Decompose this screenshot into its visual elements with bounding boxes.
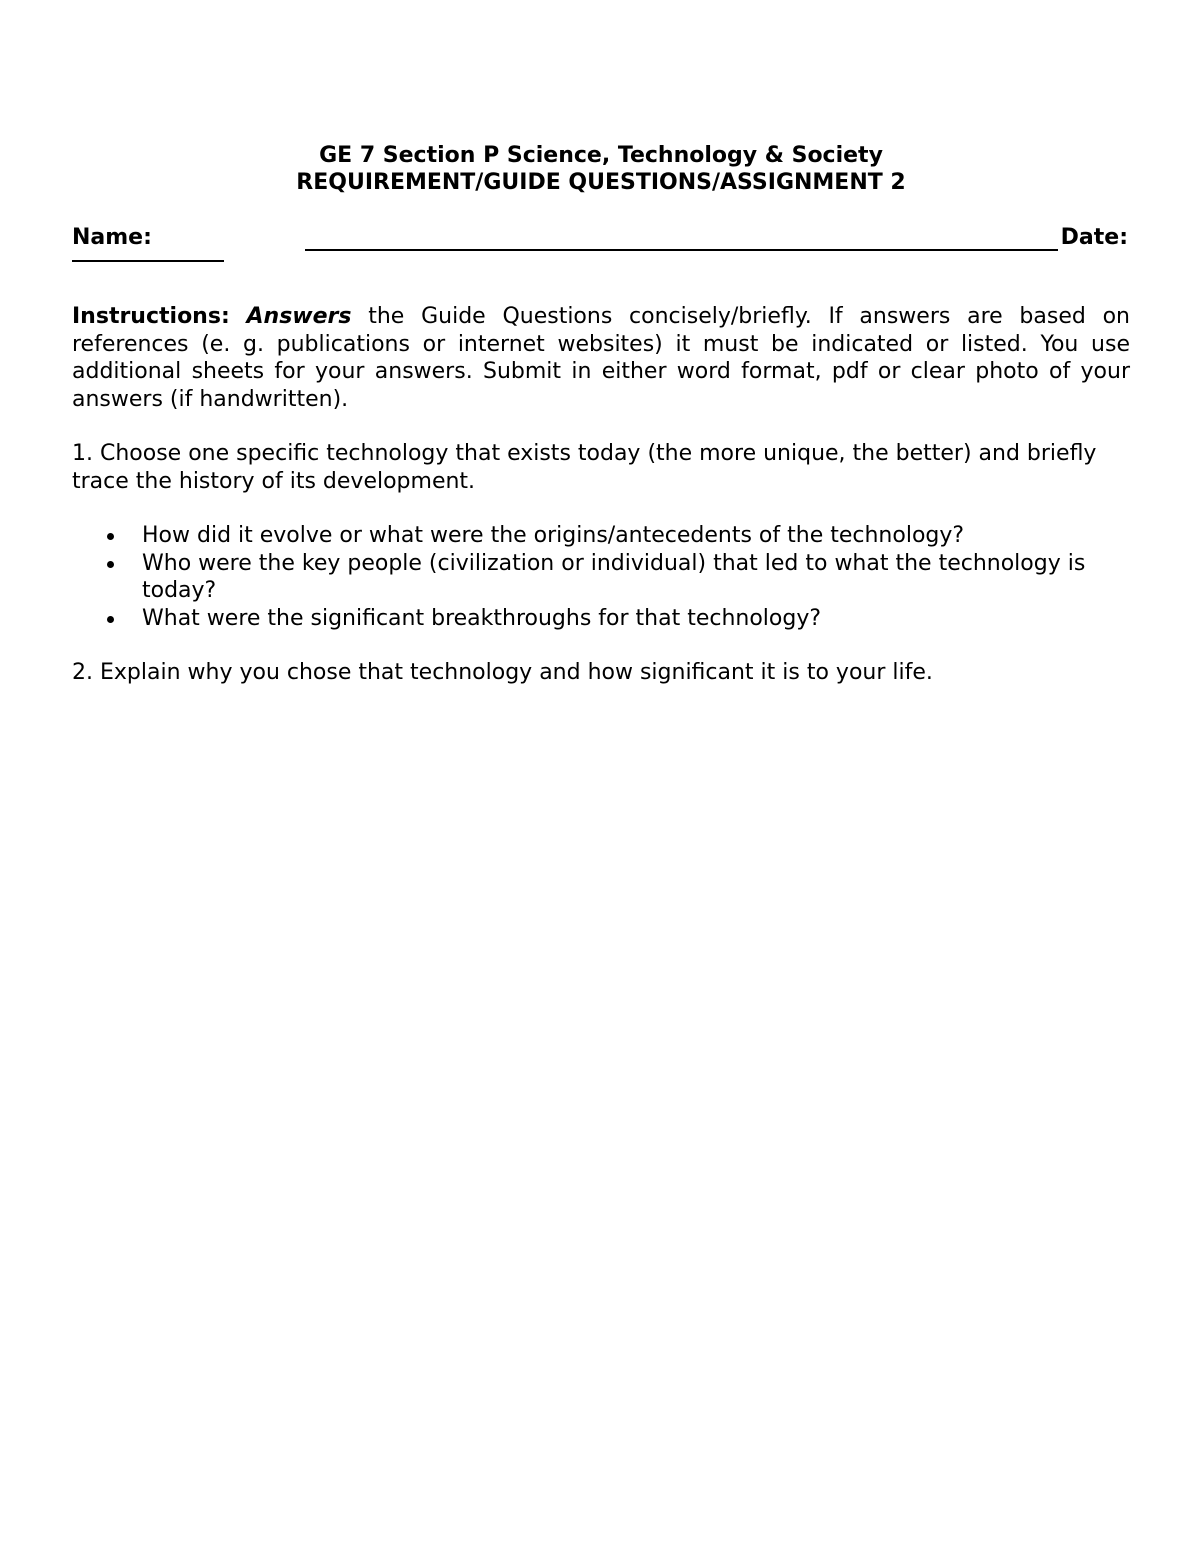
name-label: Name: [72,225,152,250]
document-title [72,142,1130,196]
question-1-bullets [72,522,1130,632]
date-blank-row [72,252,1130,278]
instructions-label: Instructions: [72,304,230,329]
question-1: 1. Choose one specific technology that exists today (the more unique, the better) and briefly trace the history of its development. [72,441,1097,494]
name-blank-line [305,249,1058,251]
bullet-dot-icon [107,616,114,623]
instructions-paragraph [72,303,1130,413]
date-label: Date: [1060,225,1128,250]
instructions-emphasis: Answers [246,304,352,329]
bullet-item [72,550,1130,605]
instructions-text: the Guide Questions concisely/briefly. If answers are based on references (e. g. publications or internet websites) it must be indicated or listed. You use additional sheets for your answers. Submit in either word format, pdf or clear photo of your answers (if handwritten). [72,304,1130,412]
bullet-text: Who were the key people (civilization or individual) that led to what the technology is today? [142,550,1086,603]
bullet-text: What were the significant breakthroughs for that technology? [142,605,822,631]
bullet-item [72,522,1130,550]
bullet-dot-icon [107,561,114,568]
question-2: 2. Explain why you chose that technology and how significant it is to your life. [72,660,933,685]
bullet-item [72,605,1130,633]
name-date-row [72,224,1130,252]
document-content [72,142,1130,687]
title-line-1: GE 7 Section P Science, Technology & Society [319,143,883,168]
date-blank-line [72,260,224,262]
bullet-text: How did it evolve or what were the origins/antecedents of the technology? [142,523,965,548]
bullet-dot-icon [107,533,114,540]
title-line-2: REQUIREMENT/GUIDE QUESTIONS/ASSIGNMENT 2 [296,170,906,195]
